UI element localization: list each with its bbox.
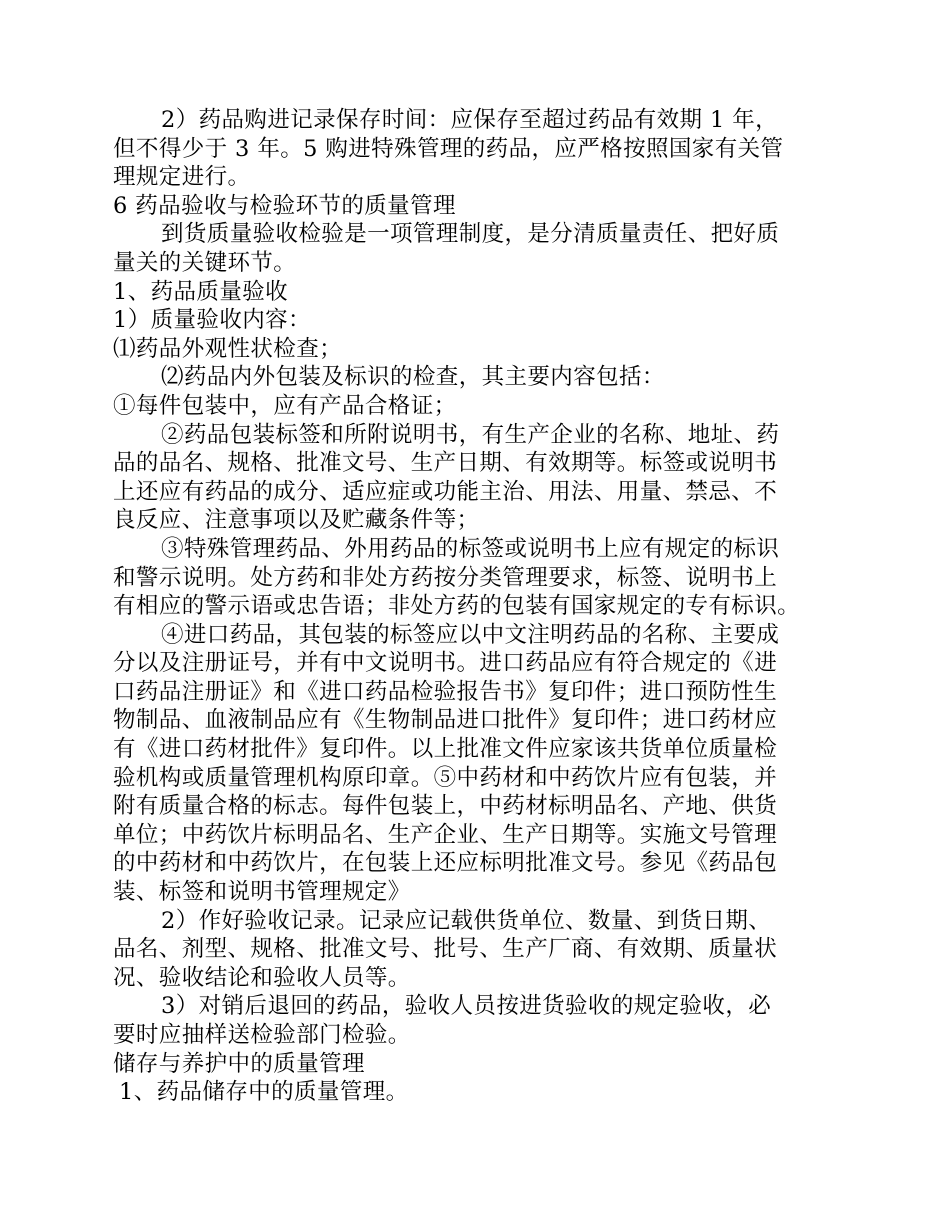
paragraph xyxy=(113,106,833,192)
text-line: 1、药品质量验收 xyxy=(113,278,289,305)
text-line: 储存与养护中的质量管理 xyxy=(113,1050,365,1077)
text-line: 品的品名、规格、批准文号、生产日期、有效期等。标签或说明书 xyxy=(113,450,778,477)
paragraph xyxy=(113,992,833,1049)
text-line: 分以及注册证号，并有中文说明书。进口药品应有符合规定的《进 xyxy=(113,650,778,677)
text-line: 品名、剂型、规格、批准文号、批号、生产厂商、有效期、质量状 xyxy=(113,936,778,963)
text-line: 有相应的警示语或忠告语；非处方药的包装有国家规定的专有标识。 xyxy=(113,593,801,620)
text-line: 良反应、注意事项以及贮藏条件等； xyxy=(113,507,480,534)
text-line: 口药品注册证》和《进口药品检验报告书》复印件；进口预防性生 xyxy=(113,678,778,705)
text-line: 6 药品验收与检验环节的质量管理 xyxy=(113,192,456,219)
text-line: 3）对销后退回的药品，验收人员按进货验收的规定验收，必 xyxy=(161,993,772,1020)
text-line: 验机构或质量管理机构原印章。⑤中药材和中药饮片应有包装，并 xyxy=(113,764,778,791)
text-line: ⑵药品内外包装及标识的检查，其主要内容包括： xyxy=(161,364,665,391)
paragraph xyxy=(113,363,833,392)
text-line: 理规定进行。 xyxy=(113,164,251,191)
text-line: 要时应抽样送检验部门检验。 xyxy=(113,1022,411,1048)
text-line: 到货质量验收检验是一项管理制度，是分清质量责任、把好质 xyxy=(161,221,780,248)
paragraph xyxy=(113,421,833,535)
paragraph xyxy=(113,278,833,307)
text-line: 量关的关键环节。 xyxy=(113,249,297,276)
text-line: 的中药材和中药饮片，在包装上还应标明批准文号。参见《药品包 xyxy=(113,850,778,877)
paragraph xyxy=(113,1050,833,1079)
text-line: ④进口药品，其包装的标签应以中文注明药品的名称、主要成 xyxy=(161,621,780,648)
text-line: 上还应有药品的成分、适应症或功能主治、用法、用量、禁忌、不 xyxy=(113,478,778,505)
text-line: 1、药品储存中的质量管理。 xyxy=(119,1079,409,1106)
text-line: ③特殊管理药品、外用药品的标签或说明书上应有规定的标识 xyxy=(161,535,780,562)
text-line: ①每件包装中，应有产品合格证； xyxy=(113,392,457,419)
document-body xyxy=(113,106,833,1107)
text-line: 2）药品购进记录保存时间：应保存至超过药品有效期 1 年， xyxy=(161,107,779,133)
paragraph xyxy=(113,306,833,335)
text-line: 1）质量验收内容： xyxy=(113,307,311,334)
text-line: ⑴药品外观性状检查； xyxy=(113,335,343,362)
paragraph xyxy=(113,907,833,993)
text-line: ②药品包装标签和所附说明书，有生产企业的名称、地址、药 xyxy=(161,421,780,448)
text-line: 和警示说明。处方药和非处方药按分类管理要求，标签、说明书上 xyxy=(113,564,778,591)
text-line: 单位；中药饮片标明品名、生产企业、生产日期等。实施文号管理 xyxy=(113,821,778,848)
paragraph xyxy=(113,1078,833,1107)
text-line: 附有质量合格的标志。每件包装上，中药材标明品名、产地、供货 xyxy=(113,793,778,820)
paragraph xyxy=(113,621,833,907)
paragraph xyxy=(113,192,833,221)
paragraph xyxy=(113,335,833,364)
paragraph xyxy=(113,535,833,621)
paragraph xyxy=(113,220,833,277)
text-line: 但不得少于 3 年。5 购进特殊管理的药品，应严格按照国家有关管 xyxy=(113,135,784,162)
text-line: 有《进口药材批件》复印件。以上批准文件应家该共货单位质量检 xyxy=(113,736,778,763)
text-line: 2）作好验收记录。记录应记载供货单位、数量、到货日期、 xyxy=(161,907,772,934)
text-line: 物制品、血液制品应有《生物制品进口批件》复印件；进口药材应 xyxy=(113,707,778,734)
text-line: 装、标签和说明书管理规定》 xyxy=(113,879,411,906)
paragraph xyxy=(113,392,833,421)
text-line: 况、验收结论和验收人员等。 xyxy=(113,964,411,991)
